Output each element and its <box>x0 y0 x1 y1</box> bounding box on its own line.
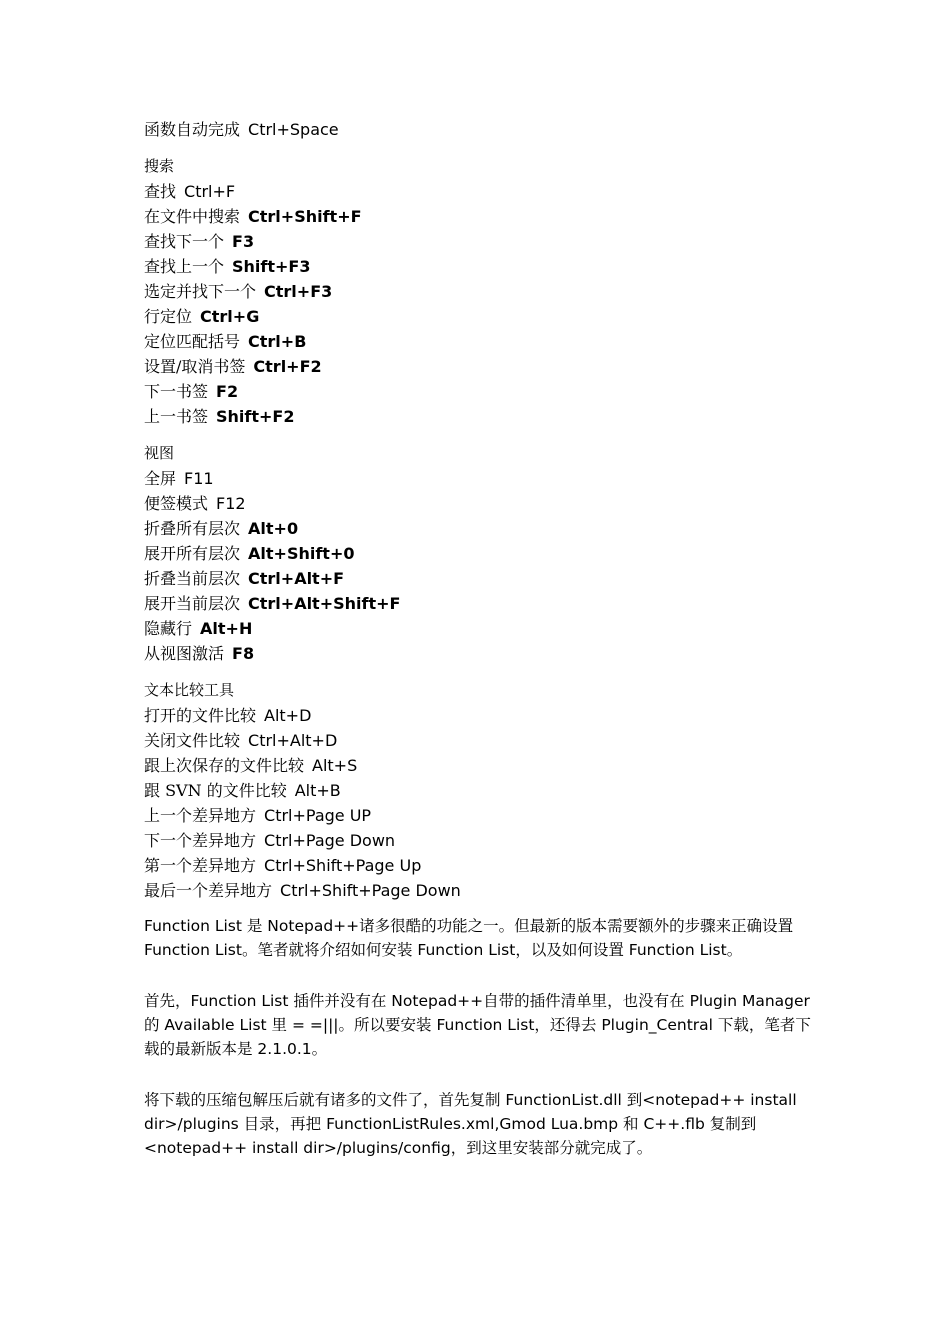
shortcut-key: F2 <box>216 382 239 401</box>
shortcut-label: 全屏 <box>144 469 177 488</box>
shortcut-line <box>144 878 814 903</box>
shortcut-label: 第一个差异地方 <box>144 856 257 875</box>
shortcut-line <box>144 516 814 541</box>
shortcut-key: Ctrl+Shift+Page Down <box>280 881 461 900</box>
shortcut-key: Ctrl+Space <box>248 120 339 139</box>
shortcut-key: Shift+F3 <box>232 257 311 276</box>
shortcut-key: Alt+0 <box>248 519 299 538</box>
shortcut-label: 上一个差异地方 <box>144 806 257 825</box>
shortcut-key: Alt+D <box>264 706 312 725</box>
shortcut-key: Ctrl+Alt+F <box>248 569 345 588</box>
shortcut-key: Ctrl+Page UP <box>264 806 372 825</box>
shortcut-line <box>144 541 814 566</box>
shortcut-line <box>144 828 814 853</box>
shortcut-line <box>144 254 814 279</box>
shortcut-label: 隐藏行 <box>144 619 193 638</box>
paragraph-install-steps: 将下载的压缩包解压后就有诸多的文件了，首先复制 FunctionList.dll 到<notepad++ install dir>/plugins 目录，再把 FunctionListRules.xml,Gmod Lua.bmp 和 C++.flb 复制到<notepad++ install dir>/plugins/config，到这里安装部分就完成了。 <box>144 1091 797 1157</box>
shortcut-line <box>144 591 814 616</box>
section-autocomplete <box>144 117 814 142</box>
paragraph-intro: Function List 是 Notepad++诸多很酷的功能之一。但最新的版本需要额外的步骤来正确设置 Function List。笔者就将介绍如何安装 Function List，以及如何设置 Function List。 <box>144 917 794 959</box>
shortcut-line <box>144 279 814 304</box>
shortcut-line <box>144 728 814 753</box>
shortcut-line <box>144 641 814 666</box>
shortcut-line <box>144 354 814 379</box>
shortcut-label: 从视图激活 <box>144 644 225 663</box>
shortcut-line <box>144 179 814 204</box>
shortcut-label: 最后一个差异地方 <box>144 881 273 900</box>
shortcut-label: 下一个差异地方 <box>144 831 257 850</box>
shortcut-label: 跟 SVN 的文件比较 <box>144 781 287 800</box>
shortcut-key: Ctrl+F <box>184 182 236 201</box>
section-heading-compare: 文本比较工具 <box>144 681 235 699</box>
section-heading-search: 搜索 <box>144 157 175 175</box>
shortcut-key: Ctrl+F3 <box>264 282 333 301</box>
document-body <box>144 117 814 1160</box>
shortcut-label: 打开的文件比较 <box>144 706 257 725</box>
section-heading-view: 视图 <box>144 444 175 462</box>
shortcut-key: Ctrl+Page Down <box>264 831 396 850</box>
shortcut-label: 在文件中搜索 <box>144 207 241 226</box>
shortcut-label: 查找 <box>144 182 177 201</box>
shortcut-label: 折叠所有层次 <box>144 519 241 538</box>
shortcut-key: Alt+Shift+0 <box>248 544 355 563</box>
shortcut-line <box>144 616 814 641</box>
paragraph-plugin-source: 首先，Function List 插件并没有在 Notepad++自带的插件清单里，也没有在 Plugin Manager 的 Available List 里 = =|||。所以要安装 Function List，还得去 Plugin_Central 下载，笔者下载的最新版本是 2.1.0.1。 <box>144 992 811 1058</box>
shortcut-key: Alt+H <box>200 619 253 638</box>
shortcut-line <box>144 379 814 404</box>
shortcut-label: 函数自动完成 <box>144 120 241 139</box>
shortcut-line <box>144 466 814 491</box>
shortcut-label: 行定位 <box>144 307 193 326</box>
shortcut-label: 折叠当前层次 <box>144 569 241 588</box>
shortcut-label: 展开所有层次 <box>144 544 241 563</box>
shortcut-line <box>144 229 814 254</box>
shortcut-label: 展开当前层次 <box>144 594 241 613</box>
shortcut-line <box>144 491 814 516</box>
shortcut-line <box>144 117 814 142</box>
shortcut-key: Alt+S <box>312 756 358 775</box>
shortcut-key: Ctrl+Alt+D <box>248 731 338 750</box>
shortcut-label: 查找下一个 <box>144 232 225 251</box>
shortcut-label: 选定并找下一个 <box>144 282 257 301</box>
shortcut-label: 下一书签 <box>144 382 209 401</box>
shortcut-key: Ctrl+F2 <box>253 357 322 376</box>
shortcut-key: F12 <box>216 494 246 513</box>
shortcut-line <box>144 853 814 878</box>
shortcut-key: Shift+F2 <box>216 407 295 426</box>
shortcut-label: 跟上次保存的文件比较 <box>144 756 305 775</box>
shortcut-label: 查找上一个 <box>144 257 225 276</box>
section-search <box>144 154 814 429</box>
shortcut-line <box>144 803 814 828</box>
shortcut-label: 设置/取消书签 <box>144 357 246 376</box>
shortcut-key: Alt+B <box>294 781 341 800</box>
shortcut-line <box>144 778 814 803</box>
shortcut-key: F3 <box>232 232 255 251</box>
shortcut-line <box>144 404 814 429</box>
section-view <box>144 441 814 666</box>
shortcut-line <box>144 753 814 778</box>
shortcut-label: 关闭文件比较 <box>144 731 241 750</box>
shortcut-key: Ctrl+Alt+Shift+F <box>248 594 401 613</box>
shortcut-label: 定位匹配括号 <box>144 332 241 351</box>
shortcut-key: Ctrl+B <box>248 332 307 351</box>
shortcut-label: 上一书签 <box>144 407 209 426</box>
shortcut-key: F11 <box>184 469 214 488</box>
shortcut-line <box>144 204 814 229</box>
shortcut-line <box>144 703 814 728</box>
shortcut-key: F8 <box>232 644 255 663</box>
shortcut-key: Ctrl+Shift+F <box>248 207 362 226</box>
shortcut-key: Ctrl+Shift+Page Up <box>264 856 422 875</box>
shortcut-line <box>144 304 814 329</box>
shortcut-key: Ctrl+G <box>200 307 260 326</box>
shortcut-label: 便签模式 <box>144 494 209 513</box>
section-compare <box>144 678 814 903</box>
shortcut-line <box>144 566 814 591</box>
shortcut-line <box>144 329 814 354</box>
